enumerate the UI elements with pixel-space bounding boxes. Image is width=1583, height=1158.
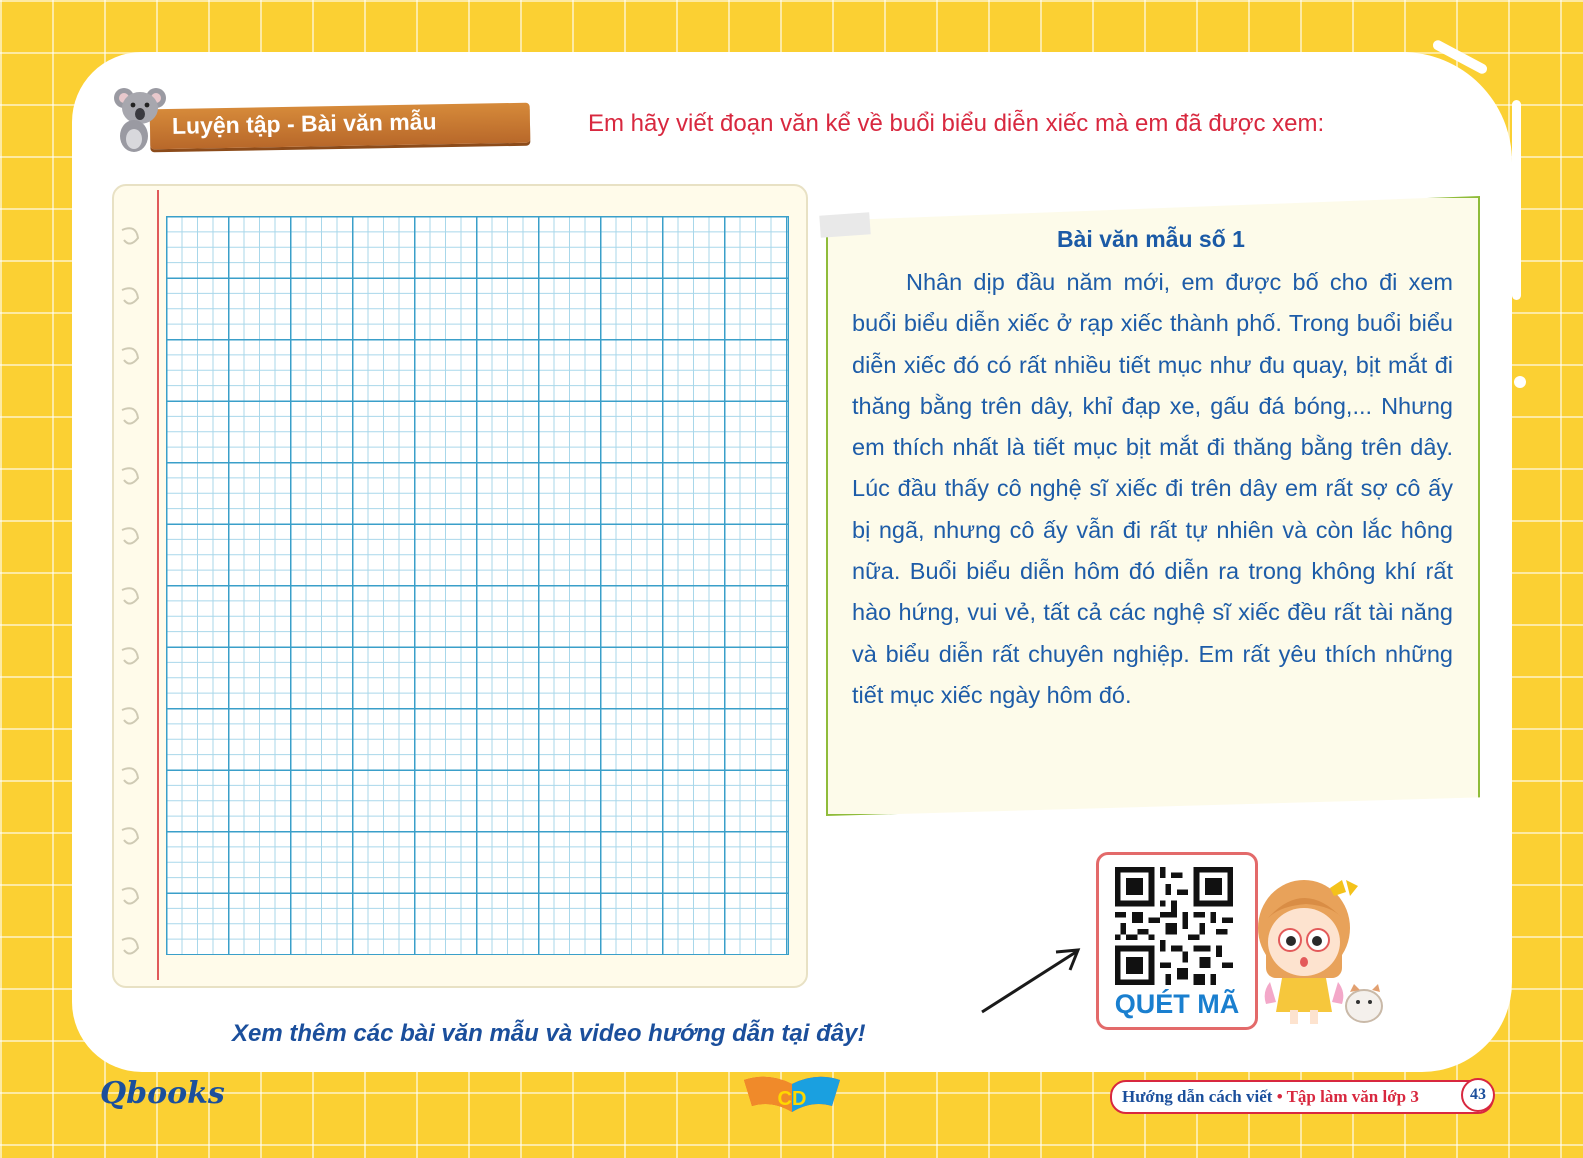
decorative-dot xyxy=(1514,376,1526,388)
notebook-margin-line xyxy=(157,190,159,980)
wood-ribbon xyxy=(150,103,531,150)
essay-body: Nhân dịp đầu năm mới, em được bố cho đi xem buổi biểu diễn xiếc ở rạp xiếc thành phố. Trong buổi biểu diễn xiếc đó có rất nhiều tiết mục như đu quay, bịt mắt đi thăng bằng trên dây, khỉ đạp xe, gấu đá bóng,... Nhưng em thích nhất là tiết mục bịt mắt đi thăng bằng trên dây. Lúc đầu thấy cô nghệ sĩ xiếc đi trên dây em rất sợ cô ấy bị ngã, nhưng cô ấy vẫn đi rất tự nhiên và còn lắc hông nữa. Buổi biểu diễn hôm đó diễn ra trong không khí rất hào hứng, vui vẻ, tất cả các nghệ sĩ xiếc đều rất tài năng và biểu diễn rất chuyên nghiệp. Em rất yêu thích những tiết mục xiếc ngày hôm đó. xyxy=(852,269,1453,708)
footer-guide: Hướng dẫn cách viết xyxy=(1122,1087,1273,1106)
section-header xyxy=(112,84,542,158)
footer-bullet: • xyxy=(1276,1087,1283,1106)
koala-icon xyxy=(112,84,172,154)
decorative-stroke xyxy=(1512,100,1521,300)
qr-code-icon[interactable] xyxy=(1115,867,1233,985)
section-title: Luyện tập - Bài văn mẫu xyxy=(171,108,437,139)
qr-scan-box[interactable] xyxy=(1096,852,1258,1030)
arrow-icon xyxy=(978,944,1088,1016)
qr-label: QUÉT MÃ xyxy=(1114,989,1240,1019)
cd-logo-text: CD xyxy=(777,1088,807,1110)
girl-mascot-icon xyxy=(1252,866,1392,1028)
spiral-binding-icon xyxy=(118,220,146,960)
page-number: 43 xyxy=(1461,1078,1495,1112)
see-more-text: Xem thêm các bài văn mẫu và video hướng dẫn tại đây! xyxy=(232,1020,866,1047)
footer-book-label xyxy=(1110,1080,1494,1114)
essay-title: Bài văn mẫu số 1 xyxy=(1057,226,1245,252)
footer-book-title: Tập làm văn lớp 3 xyxy=(1286,1087,1419,1106)
cd-logo-icon xyxy=(744,1074,840,1114)
writing-grid[interactable] xyxy=(166,216,789,955)
qbooks-logo: Qbooks xyxy=(100,1076,225,1111)
exercise-prompt: Em hãy viết đoạn văn kể về buổi biểu diễn xiếc mà em đã được xem: xyxy=(588,110,1325,137)
